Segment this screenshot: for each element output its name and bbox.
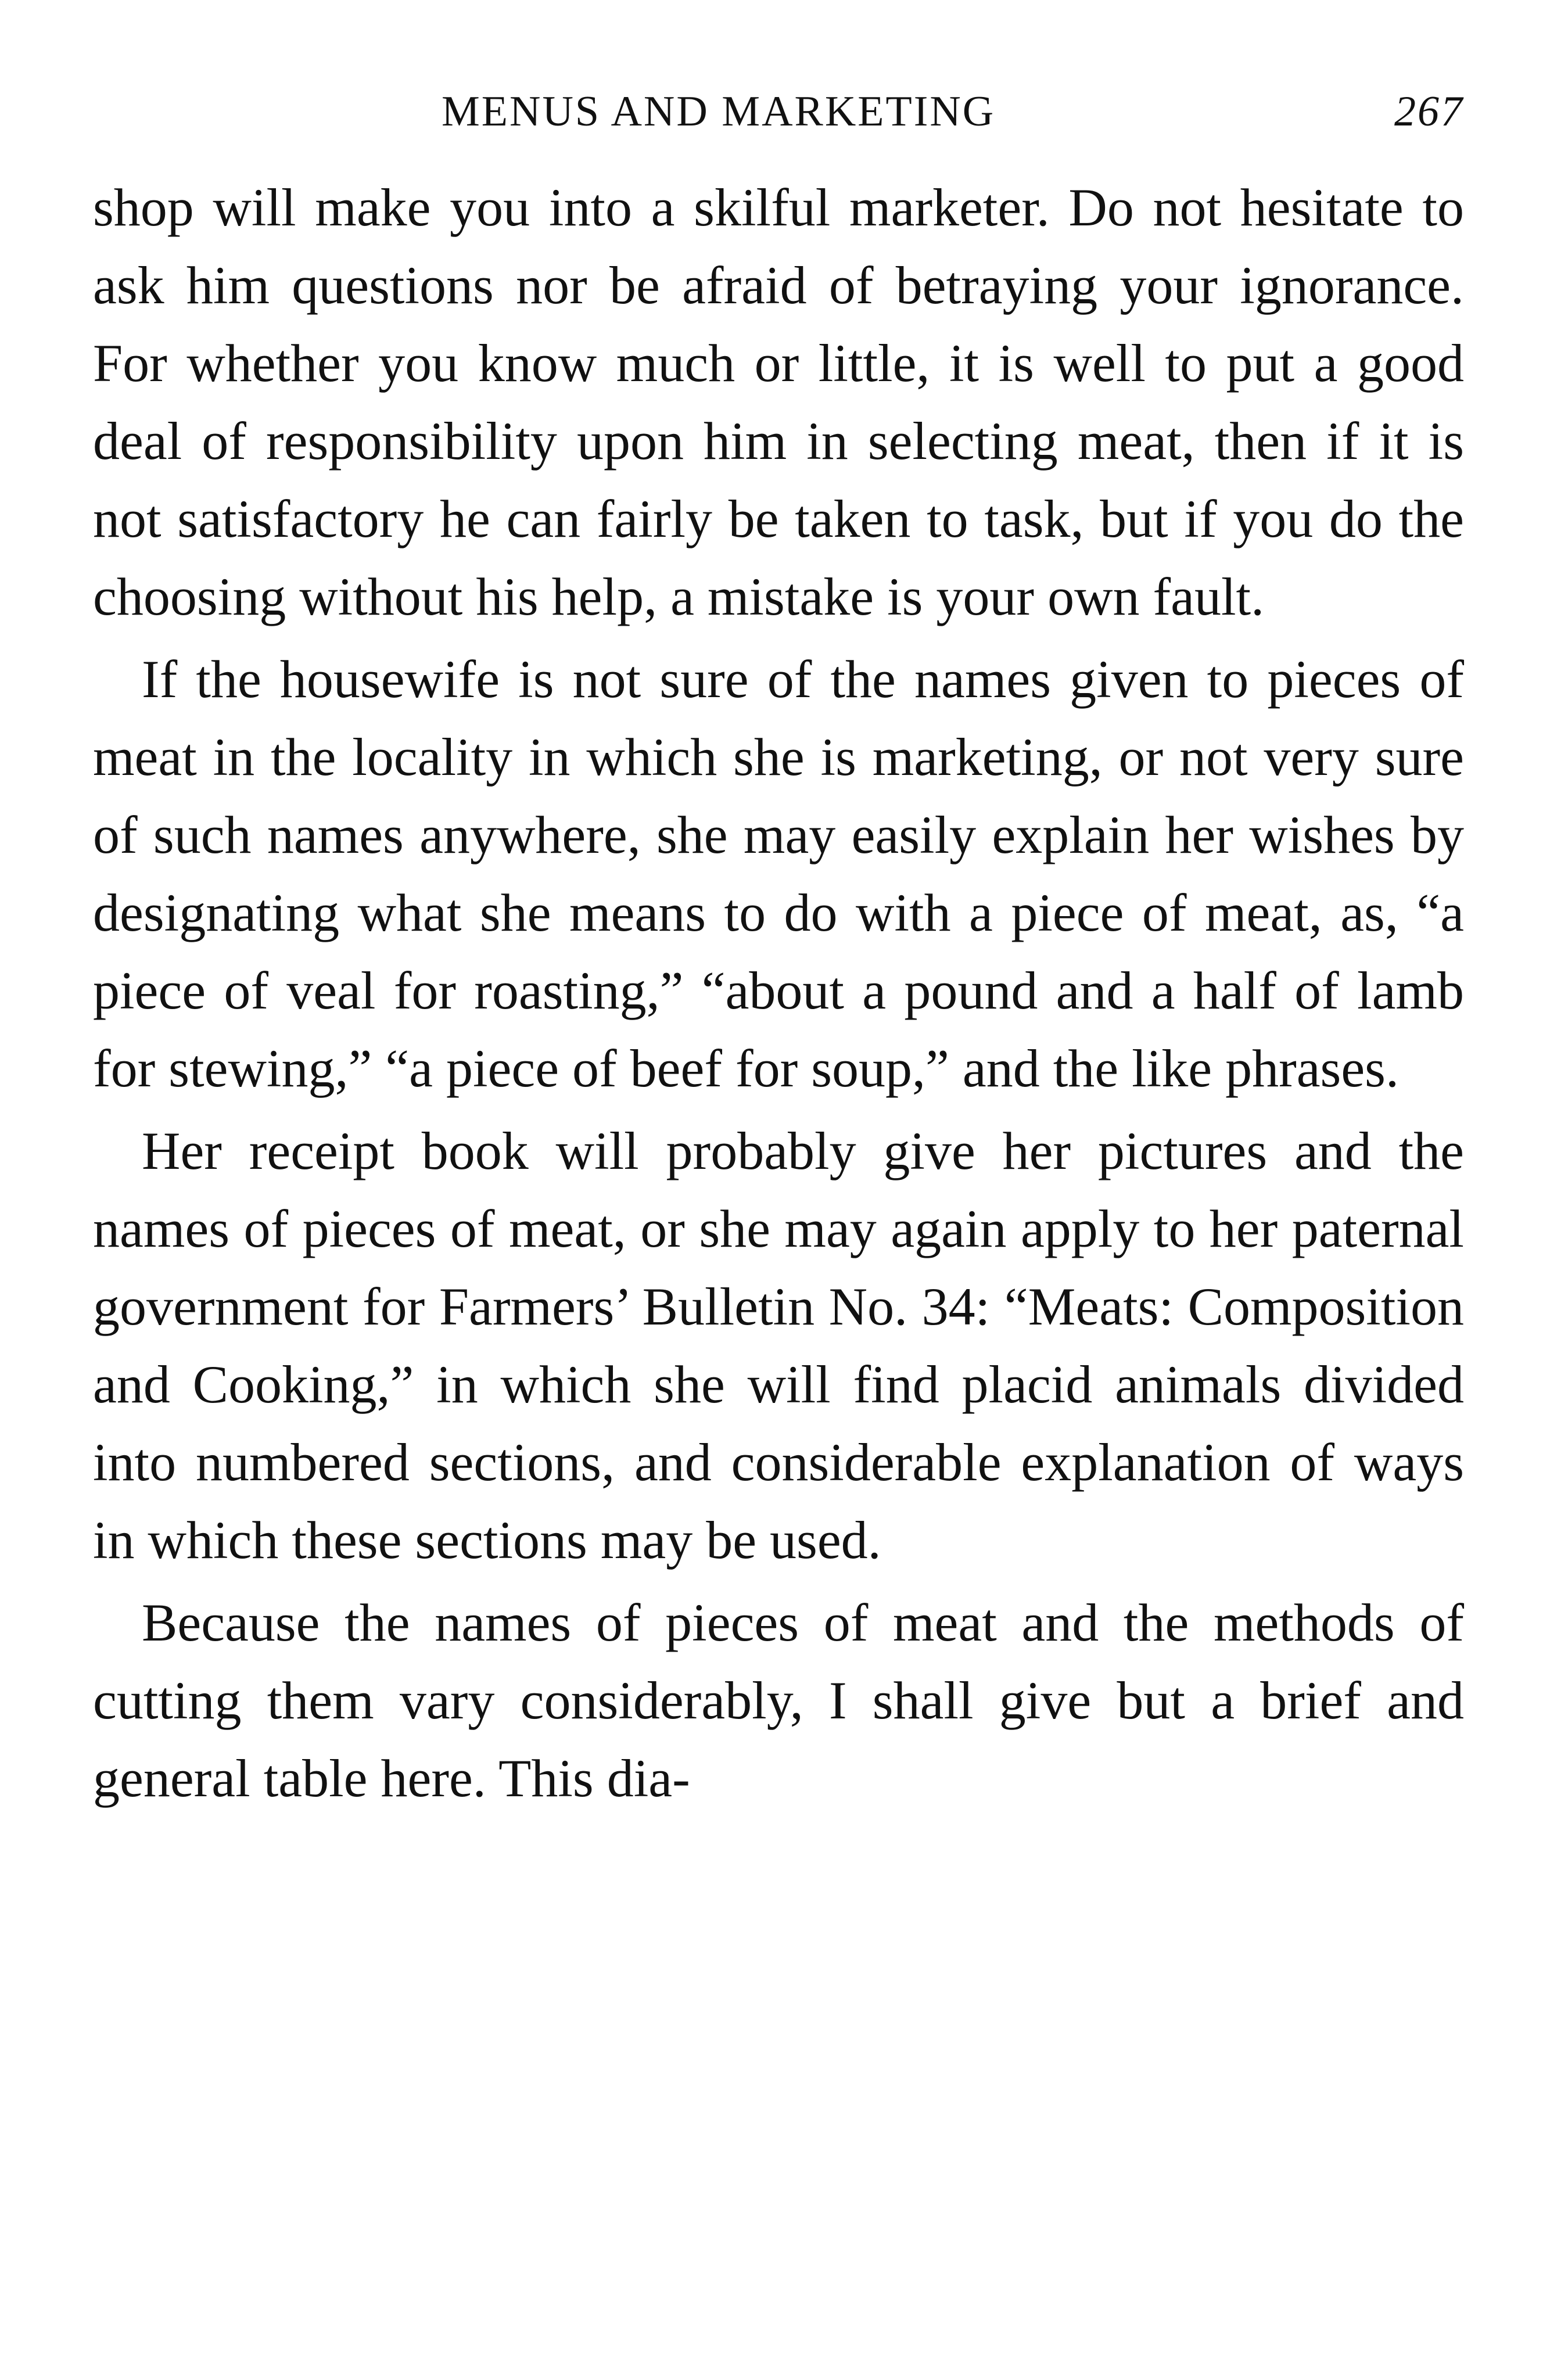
running-head (93, 70, 1464, 168)
body-text (93, 168, 1464, 1817)
paragraph-cutting-methods: Because the names of pieces of meat and the methods of cutting them vary considerably, I shall give but a brief and general table here. This dia- (93, 1593, 1464, 1808)
book-page (93, 70, 1464, 2266)
paragraph-receipt-book: Her receipt book will probably give her pictures and the names of pieces of meat, or she may again apply to her paternal government for Farmers’ Bulletin No. 34: “Meats: Composition and Cooking,” in which she will find placid animals divided into numbered sections, and considerable explanation of ways in which these sections may be used. (93, 1121, 1464, 1570)
page-number: 267 (1394, 88, 1464, 135)
paragraph-continued: shop will make you into a skilful marketer. Do not hesitate to ask him questions nor be afraid of betraying your ignorance. For whether you know much or little, it is well to put a good deal of responsibility upon him in selecting meat, then if it is not satisfactory he can fairly be taken to task, but if you do the choosing without his help, a mistake is your own fault. (93, 178, 1464, 626)
paragraph-housewife-names: If the housewife is not sure of the names given to pieces of meat in the locality in which she is marketing, or not very sure of such names anywhere, she may easily explain her wishes by designating what she means to do with a piece of meat, as, “a piece of veal for roasting,” “about a pound and a half of lamb for stewing,” “a piece of beef for soup,” and the like phrases. (93, 649, 1464, 1098)
running-head-title: MENUS AND MARKETING (442, 88, 996, 135)
